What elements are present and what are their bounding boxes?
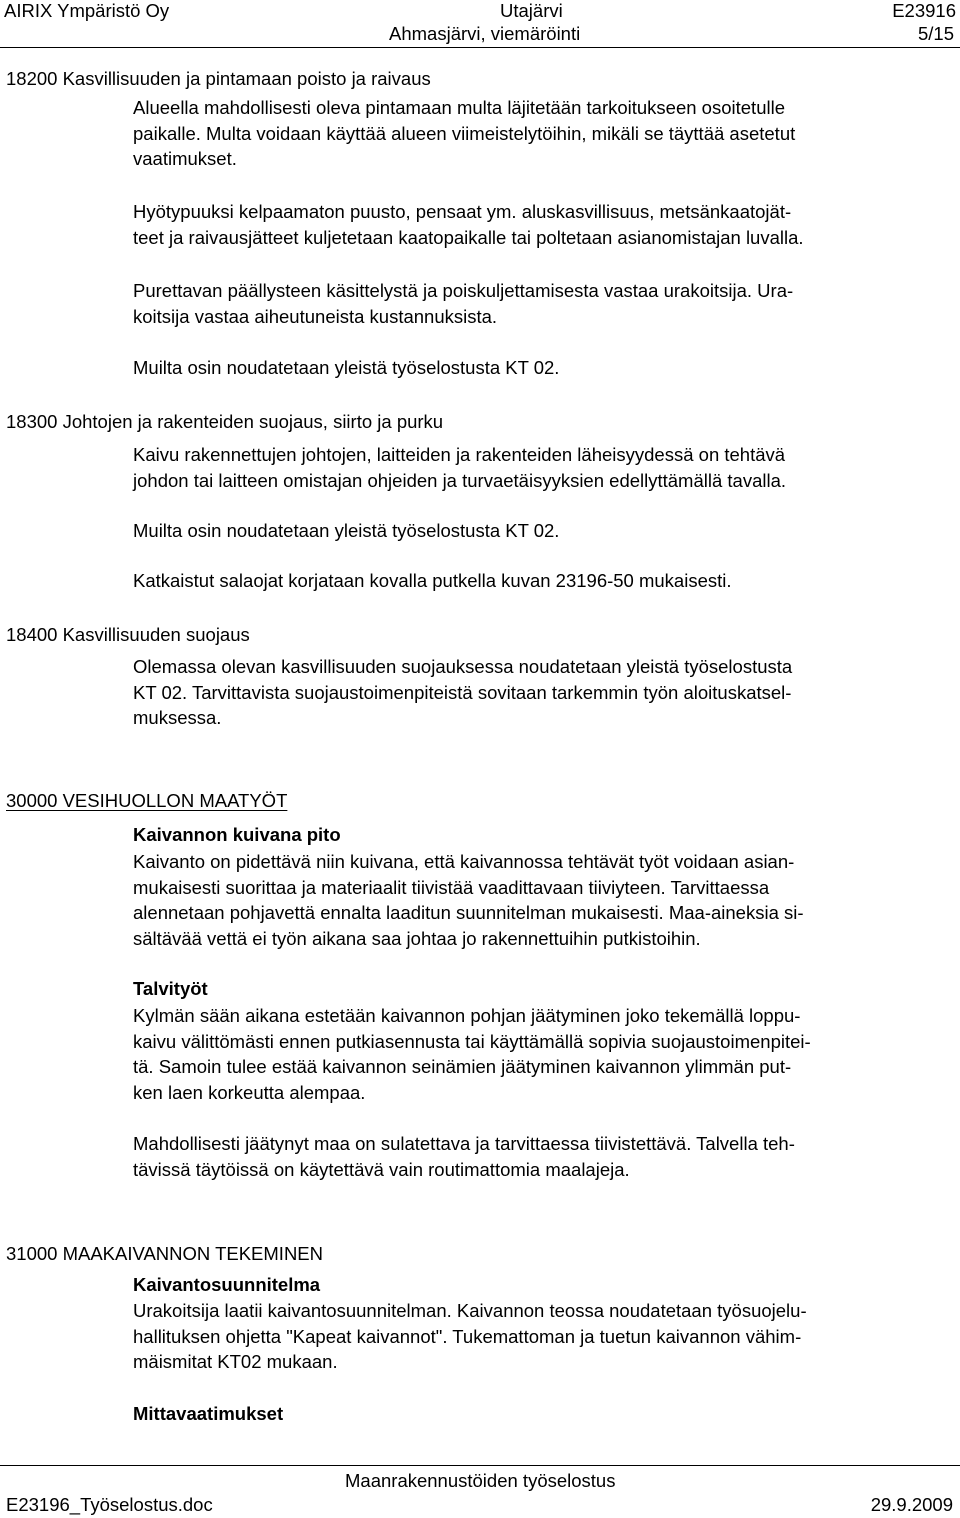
text-line: hallituksen ohjetta "Kapeat kaivannot". Tukemattoman ja tuetun kaivannon vähim- <box>133 1325 802 1347</box>
paragraph <box>133 95 955 172</box>
subheading-talvityot: Talvityöt <box>133 978 208 999</box>
text-line: tävissä täytöissä on käytettävä vain routimattomia maalajeja. <box>133 1158 630 1180</box>
paragraph <box>133 199 955 250</box>
paragraph <box>133 568 955 594</box>
text-line: muksessa. <box>133 707 222 729</box>
text-line: Hyötypuuksi kelpaamaton puusto, pensaat ym. aluskasvillisuus, metsänkaatojät- <box>133 201 792 222</box>
subheading-mittavaatimukset: Mittavaatimukset <box>133 1403 284 1424</box>
header-project-code: E23916 <box>892 0 956 21</box>
text-line: Katkaistut salaojat korjataan kovalla putkella kuvan 23196-50 mukaisesti. <box>133 570 732 591</box>
text-line: Muilta osin noudatetaan yleistä työselostusta KT 02. <box>133 357 560 378</box>
header-page-number: 5/15 <box>917 23 954 44</box>
header-location: Utajärvi <box>500 0 563 21</box>
paragraph <box>133 278 955 329</box>
text-line: mäismitat KT02 mukaan. <box>133 1351 338 1373</box>
text-line: tä. Samoin tulee estää kaivannon seinämien jäätyminen kaivannon ylimmän put- <box>133 1056 792 1078</box>
text-line: Alueella mahdollisesti oleva pintamaan multa läjitetään tarkoitukseen osoitetulle <box>133 97 785 118</box>
subheading-kaivannon-kuivana-pito: Kaivannon kuivana pito <box>133 824 341 845</box>
text-line: sältävää vettä ei työn aikana saa johtaa jo rakennettuihin putkistoihin. <box>133 927 701 949</box>
text-line: Kaivu rakennettujen johtojen, laitteiden ja rakenteiden läheisyydessä on tehtävä <box>133 444 786 465</box>
paragraph <box>133 1131 955 1182</box>
text-line: Urakoitsija laatii kaivantosuunnitelman. Kaivannon teossa noudatetaan työsuojelu- <box>133 1300 807 1321</box>
footer-filename: E23196_Työselostus.doc <box>6 1494 213 1515</box>
text-line: mukaisesti suorittaa ja materiaalit tiivistää vaadittavaan tiiviyteen. Tarvittaessa <box>133 876 770 898</box>
header-divider <box>0 47 960 48</box>
section-title-31000: 31000 MAAKAIVANNON TEKEMINEN <box>6 1243 324 1264</box>
paragraph <box>133 355 955 381</box>
paragraph <box>133 1003 955 1105</box>
section-title-18300: 18300 Johtojen ja rakenteiden suojaus, siirto ja purku <box>6 411 444 432</box>
section-title-18400: 18400 Kasvillisuuden suojaus <box>6 624 250 645</box>
footer-document-title: Maanrakennustöiden työselostus <box>345 1470 616 1491</box>
paragraph <box>133 849 955 951</box>
text-line: KT 02. Tarvittavista suojaustoimenpiteistä sovitaan tarkemmin työn aloituskatsel- <box>133 681 792 703</box>
text-line: Kaivanto on pidettävä niin kuivana, että kaivannossa tehtävät työt voidaan asian- <box>133 851 795 872</box>
text-line: Muilta osin noudatetaan yleistä työselostusta KT 02. <box>133 520 560 541</box>
text-line: Olemassa olevan kasvillisuuden suojauksessa noudatetaan yleistä työselostusta <box>133 656 793 677</box>
text-line: koitsija vastaa aiheutuneista kustannuksista. <box>133 305 498 327</box>
text-line: Purettavan päällysteen käsittelystä ja poiskuljettamisesta vastaa urakoitsija. Ura- <box>133 280 794 301</box>
header-company: AIRIX Ympäristö Oy <box>4 0 170 21</box>
text-line: kaivu välittömästi ennen putkiasennusta tai käyttämällä sopivia suojaustoimenpitei- <box>133 1030 811 1052</box>
footer-divider <box>0 1465 960 1466</box>
subheading-kaivantosuunnitelma: Kaivantosuunnitelma <box>133 1274 321 1295</box>
text-line: teet ja raivausjätteet kuljetetaan kaatopaikalle tai poltetaan asianomistajan luvalla. <box>133 226 804 248</box>
section-title-30000: 30000 VESIHUOLLON MAATYÖT <box>6 790 288 811</box>
text-line: paikalle. Multa voidaan käyttää alueen viimeistelytöihin, mikäli se täyttää asetetut <box>133 122 796 144</box>
text-line: vaatimukset. <box>133 148 237 170</box>
paragraph <box>133 654 955 731</box>
section-title-18200: 18200 Kasvillisuuden ja pintamaan poisto ja raivaus <box>6 68 431 89</box>
paragraph <box>133 1298 955 1375</box>
text-line: Kylmän sään aikana estetään kaivannon pohjan jäätyminen joko tekemällä loppu- <box>133 1005 801 1026</box>
header-project-name: Ahmasjärvi, viemäröinti <box>389 23 581 44</box>
paragraph <box>133 518 955 544</box>
text-line: alennetaan pohjavettä ennalta laaditun suunnitelman mukaisesti. Maa-aineksia si- <box>133 902 804 924</box>
text-line: johdon tai laitteen omistajan ohjeiden ja turvaetäisyyksien edellyttämällä tavalla. <box>133 469 787 491</box>
text-line: ken laen korkeutta alempaa. <box>133 1081 366 1103</box>
text-line: Mahdollisesti jäätynyt maa on sulatettava ja tarvittaessa tiivistettävä. Talvella teh- <box>133 1133 795 1154</box>
footer-date: 29.9.2009 <box>870 1494 953 1515</box>
paragraph <box>133 442 955 493</box>
